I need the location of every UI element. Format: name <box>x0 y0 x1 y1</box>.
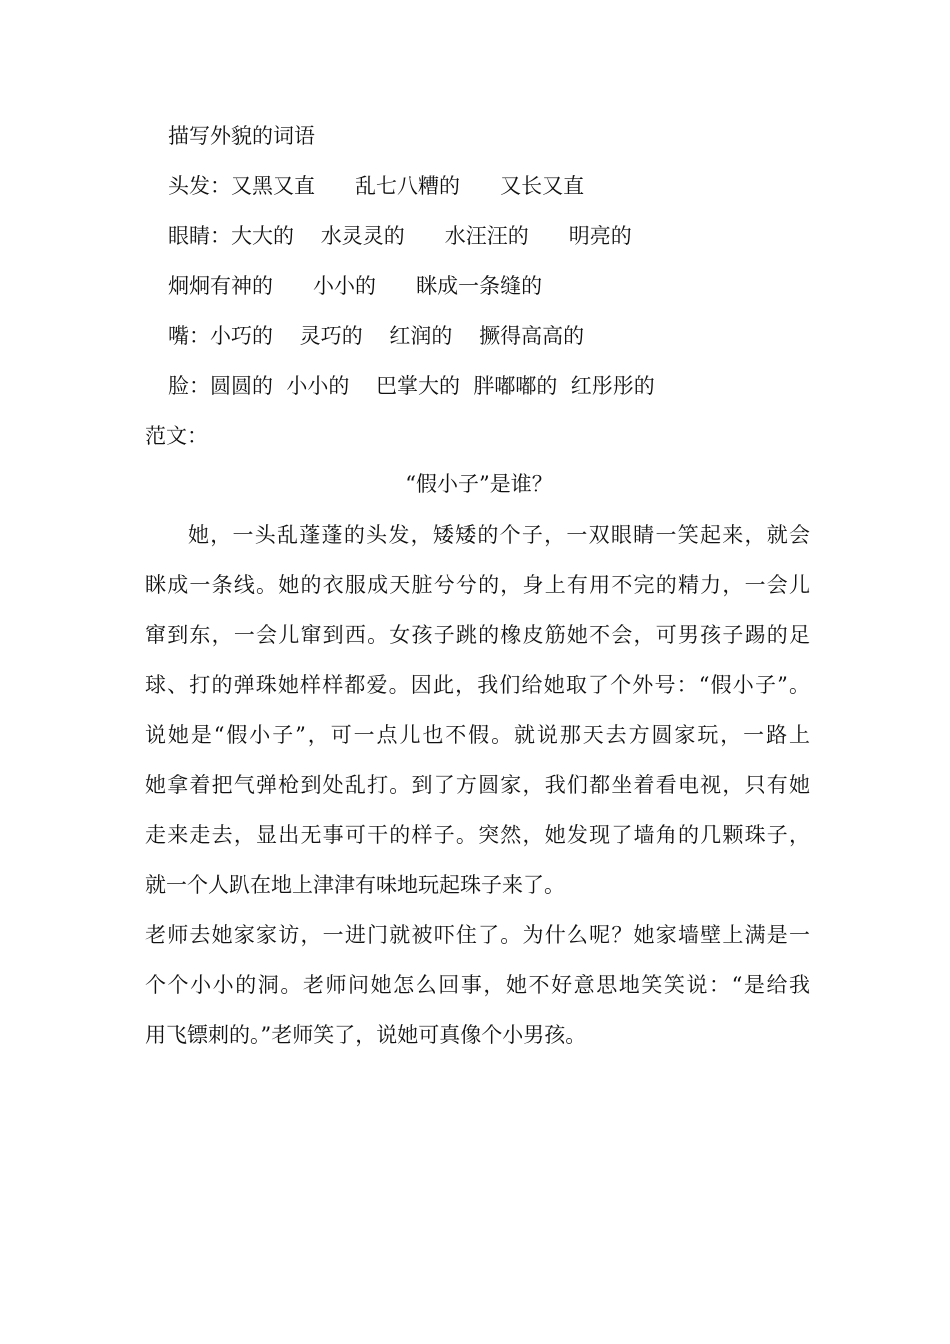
essay-paragraph-1-line: 她，一头乱蓬蓬的头发，矮矮的个子，一双眼睛一笑起来，就会 <box>188 523 810 547</box>
essay-paragraph-2-line: 个个小小的洞。老师问她怎么回事，她不好意思地笑笑说：“是给我 <box>145 973 810 997</box>
essay-title <box>0 470 950 498</box>
essay-paragraph-1-line: 就一个人趴在地上津津有味地玩起珠子来了。 <box>145 873 565 897</box>
vocabulary-line-face: 脸：圆圆的 小小的 巴掌大的 胖嘟嘟的 红彤彤的 <box>168 374 655 398</box>
essay-paragraph-1-line: 窜到东，一会儿窜到西。女孩子跳的橡皮筋她不会，可男孩子踢的足 <box>145 623 810 647</box>
vocabulary-line-eyes: 眼睛：大大的 水灵灵的 水汪汪的 明亮的 <box>168 224 632 248</box>
essay-paragraph-1-line: 她拿着把气弹枪到处乱打。到了方圆家，我们都坐着看电视，只有她 <box>145 773 810 797</box>
essay-paragraph-2-line: 用飞镖刺的。”老师笑了，说她可真像个小男孩。 <box>145 1023 587 1047</box>
vocabulary-line-mouth: 嘴：小巧的 灵巧的 红润的 撅得高高的 <box>168 324 585 348</box>
essay-paragraph-1-line: 说她是“假小子”，可一点儿也不假。就说那天去方圆家玩，一路上 <box>145 723 810 747</box>
essay-paragraph-1-line: 走来走去，显出无事可干的样子。突然，她发现了墙角的几颗珠子， <box>145 823 810 847</box>
vocabulary-heading: 描写外貌的词语 <box>168 124 315 148</box>
vocabulary-line-hair: 头发：又黑又直 乱七八糟的 又长又直 <box>168 174 585 198</box>
essay-paragraph-2-line: 老师去她家家访，一进门就被吓住了。为什么呢？她家墙壁上满是一 <box>145 923 810 947</box>
essay-paragraph-1-line: 眯成一条线。她的衣服成天脏兮兮的，身上有用不完的精力，一会儿 <box>145 573 810 597</box>
vocabulary-line-eyes-continued: 炯炯有神的 小小的 眯成一条缝的 <box>168 274 543 298</box>
essay-title-text: “假小子”是谁？ <box>405 472 553 496</box>
sample-essay-label: 范文： <box>145 424 208 448</box>
essay-paragraph-1-line: 球、打的弹珠她样样都爱。因此，我们给她取了个外号：“假小子”。 <box>145 673 810 697</box>
